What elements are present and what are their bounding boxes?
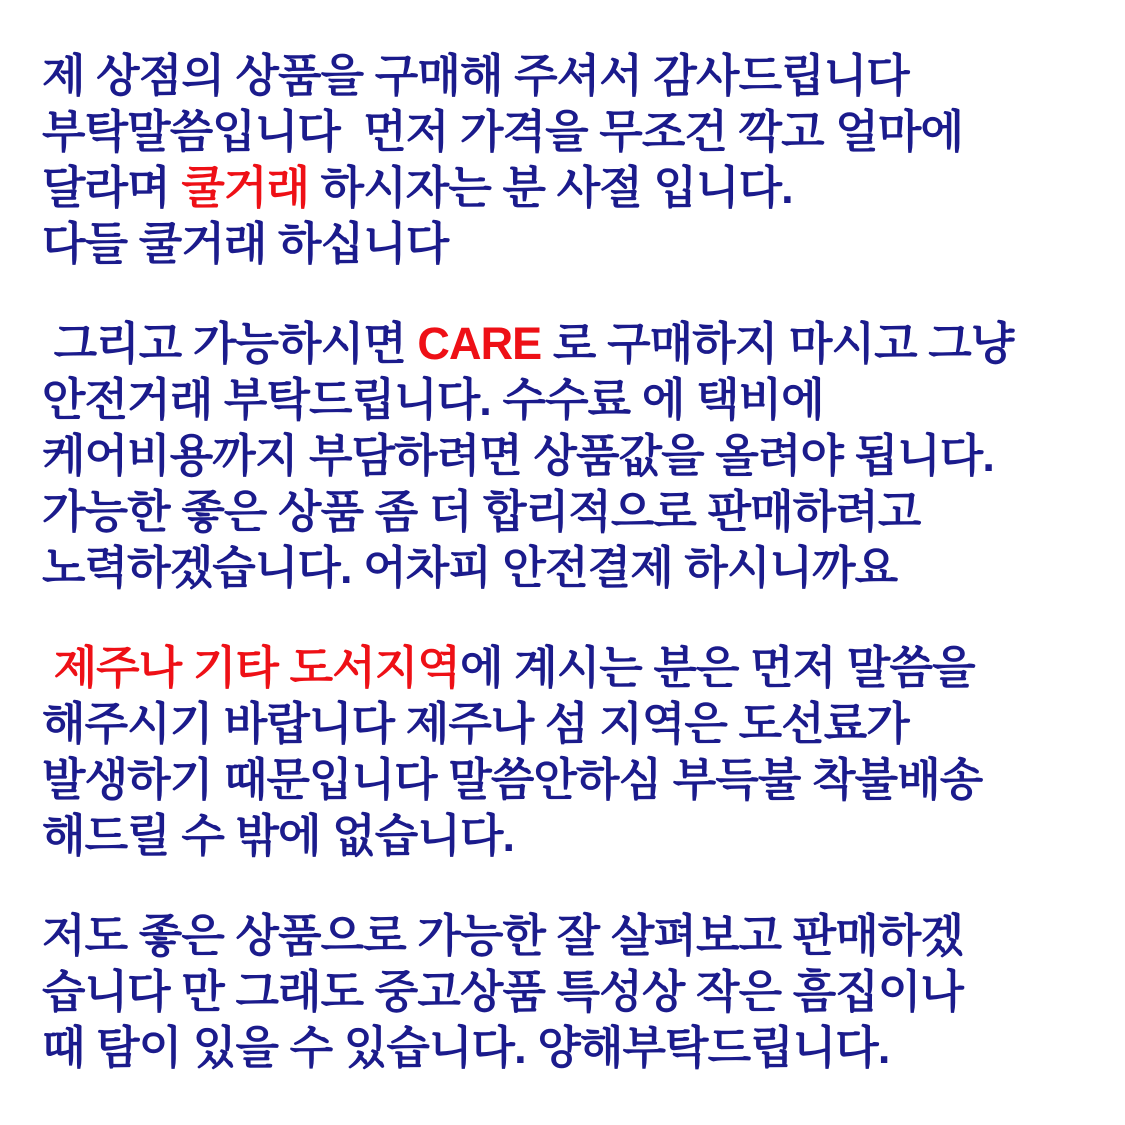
notice-text: 부탁말씀입니다 먼저 가격을 무조건 깍고 얼마에	[42, 106, 964, 157]
notice-text: 해드릴 수 밖에 없습니다.	[42, 810, 515, 861]
notice-line	[42, 316, 1095, 372]
notice-line	[42, 640, 1095, 696]
notice-line	[42, 752, 1095, 808]
highlighted-text-cool-deal: 쿨거래	[181, 162, 310, 213]
notice-text: 발생하기 때문입니다 말씀안하심 부득불 착불배송	[42, 754, 983, 805]
notice-paragraph-greeting	[42, 48, 1095, 272]
notice-line	[42, 428, 1095, 484]
notice-text: 가능한 좋은 상품 좀 더 합리적으로 판매하려고	[42, 486, 921, 537]
notice-paragraph-safe-trade	[42, 316, 1095, 596]
notice-line	[42, 484, 1095, 540]
notice-line	[42, 696, 1095, 752]
notice-text: 제 상점의 상품을 구매해 주셔서 감사드립니다	[42, 50, 909, 101]
notice-text: 로 구매하지 마시고 그냥	[541, 318, 1014, 369]
notice-line	[42, 104, 1095, 160]
notice-line	[42, 964, 1095, 1020]
notice-text: 케어비용까지 부담하려면 상품값을 올려야 됩니다.	[42, 430, 994, 481]
highlighted-text-care: CARE	[417, 318, 542, 369]
notice-line	[42, 372, 1095, 428]
notice-text: 안전거래 부탁드립니다. 수수료 에 택비에	[42, 374, 824, 425]
notice-text: 때 탐이 있을 수 있습니다. 양해부탁드립니다.	[42, 1022, 890, 1073]
notice-line	[42, 908, 1095, 964]
notice-text: 달라며	[42, 162, 182, 213]
notice-paragraph-used-goods	[42, 908, 1095, 1076]
notice-text: 노력하겠습니다. 어차피 안전결제 하시니까요	[42, 542, 898, 593]
notice-text: 습니다 만 그래도 중고상품 특성상 작은 흠집이나	[42, 966, 964, 1017]
notice-text: 저도 좋은 상품으로 가능한 잘 살펴보고 판매하겠	[42, 910, 964, 961]
notice-text: 에 계시는 분은 먼저 말씀을	[459, 642, 975, 693]
notice-line	[42, 808, 1095, 864]
notice-text: 해주시기 바랍니다 제주나 섬 지역은 도선료가	[42, 698, 909, 749]
notice-line	[42, 160, 1095, 216]
notice-text: 그리고 가능하시면	[42, 318, 418, 369]
highlighted-text-jeju-islands: 제주나 기타 도서지역	[53, 642, 460, 693]
notice-text: 다들 쿨거래 하십니다	[42, 218, 449, 269]
notice-text: 하시자는 분 사절 입니다.	[309, 162, 793, 213]
notice-line	[42, 540, 1095, 596]
notice-paragraph-island-shipping	[42, 640, 1095, 864]
notice-text	[42, 642, 54, 693]
notice-line	[42, 48, 1095, 104]
notice-line	[42, 216, 1095, 272]
notice-line	[42, 1020, 1095, 1076]
